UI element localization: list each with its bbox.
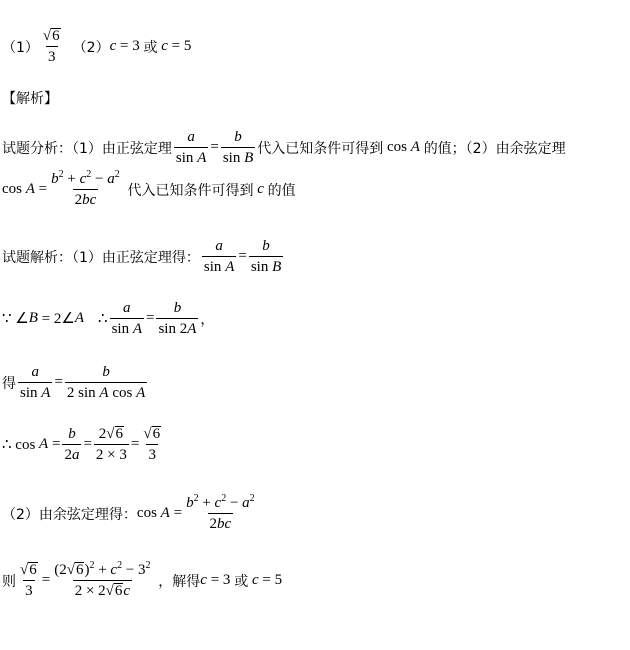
analysis-line-1: 试题分析：（1）由正弦定理 $\frac{a}{\text{sin A}}$ = $\frac{b}{\text{sin B}}$ 代入已知条件可得到 cos A 的值；（2）由余弦定理 xyxy=(2,129,566,166)
answer-part1-fraction: √ 6 3 xyxy=(42,28,60,65)
answer-part2-label: （2） xyxy=(72,39,110,56)
answer-part1-label: （1） xyxy=(2,39,39,56)
sine-law-fraction-a: $\frac{a}{\text{sin A}}$ xyxy=(175,129,207,166)
analysis-line2-text: 代入已知条件可得到 xyxy=(127,182,254,199)
step5-prefix: （2）由余弦定理得： xyxy=(2,506,137,523)
step3-prefix: 得 xyxy=(2,375,16,392)
solution-step-1: 试题解析：（1）由正弦定理得： $\frac{a}{\text{sin A}}$ = $\frac{b}{\text{sin B}}$ xyxy=(2,238,282,275)
step6-mid: ，解得 xyxy=(158,573,201,590)
solution-step-3: 得 $\frac{a}{\text{sin A}}$ = $\frac{b}{\text{2 sin A cos A}}$ xyxy=(2,364,146,401)
cosine-law-fraction: $\frac{b^2 + c^2 - a^2}{2bc}$ xyxy=(51,169,120,208)
answer-line: （1） √ 6 3 （2） c = 3 或 c = 5 xyxy=(2,28,192,65)
solution-step-6: 则 √ 6 3 = (2 √ 6 )$^2 + c^2 - 3^2$ 2 × 2 √ 6 c ，解得 c = 3 或 c = 5 xyxy=(2,560,283,599)
sine-law-fraction-b: $\frac{b}{\text{sin B}}$ xyxy=(222,129,254,166)
analysis-prefix: 试题分析：（1）由正弦定理 xyxy=(2,140,172,157)
step1-prefix: 试题解析：（1）由正弦定理得： xyxy=(2,249,200,266)
analysis-line-2: cos A = $\frac{b^2 + c^2 - a^2}{2bc}$ 代入已知条件可得到 c 的值 xyxy=(2,169,296,208)
step6-or: 或 xyxy=(234,573,249,590)
analysis-mid1: 代入已知条件可得到 xyxy=(257,140,384,157)
solution-step-4: ∴ cos A = $\frac{b}{2a}$ = 2 √ 6 2 × 3 = √ 6 3 xyxy=(2,426,161,463)
solution-step-5: （2）由余弦定理得： cos A = $\frac{b^2 + c^2 - a^2}{2bc}$ xyxy=(2,493,255,532)
solution-step-2: ∵ ∠ B = 2∠ A ∴ $\frac{a}{\text{sin A}}$ = $\frac{b}{\sin 2A}$ ， xyxy=(2,300,215,337)
step2-comma: ， xyxy=(200,311,215,328)
section-title: 【解析】 xyxy=(2,91,58,107)
analysis-mid2: 的值；（2）由余弦定理 xyxy=(423,140,566,157)
answer-or: 或 xyxy=(143,39,158,56)
step6-prefix: 则 xyxy=(2,573,16,590)
analysis-line2-end: 的值 xyxy=(267,182,296,199)
